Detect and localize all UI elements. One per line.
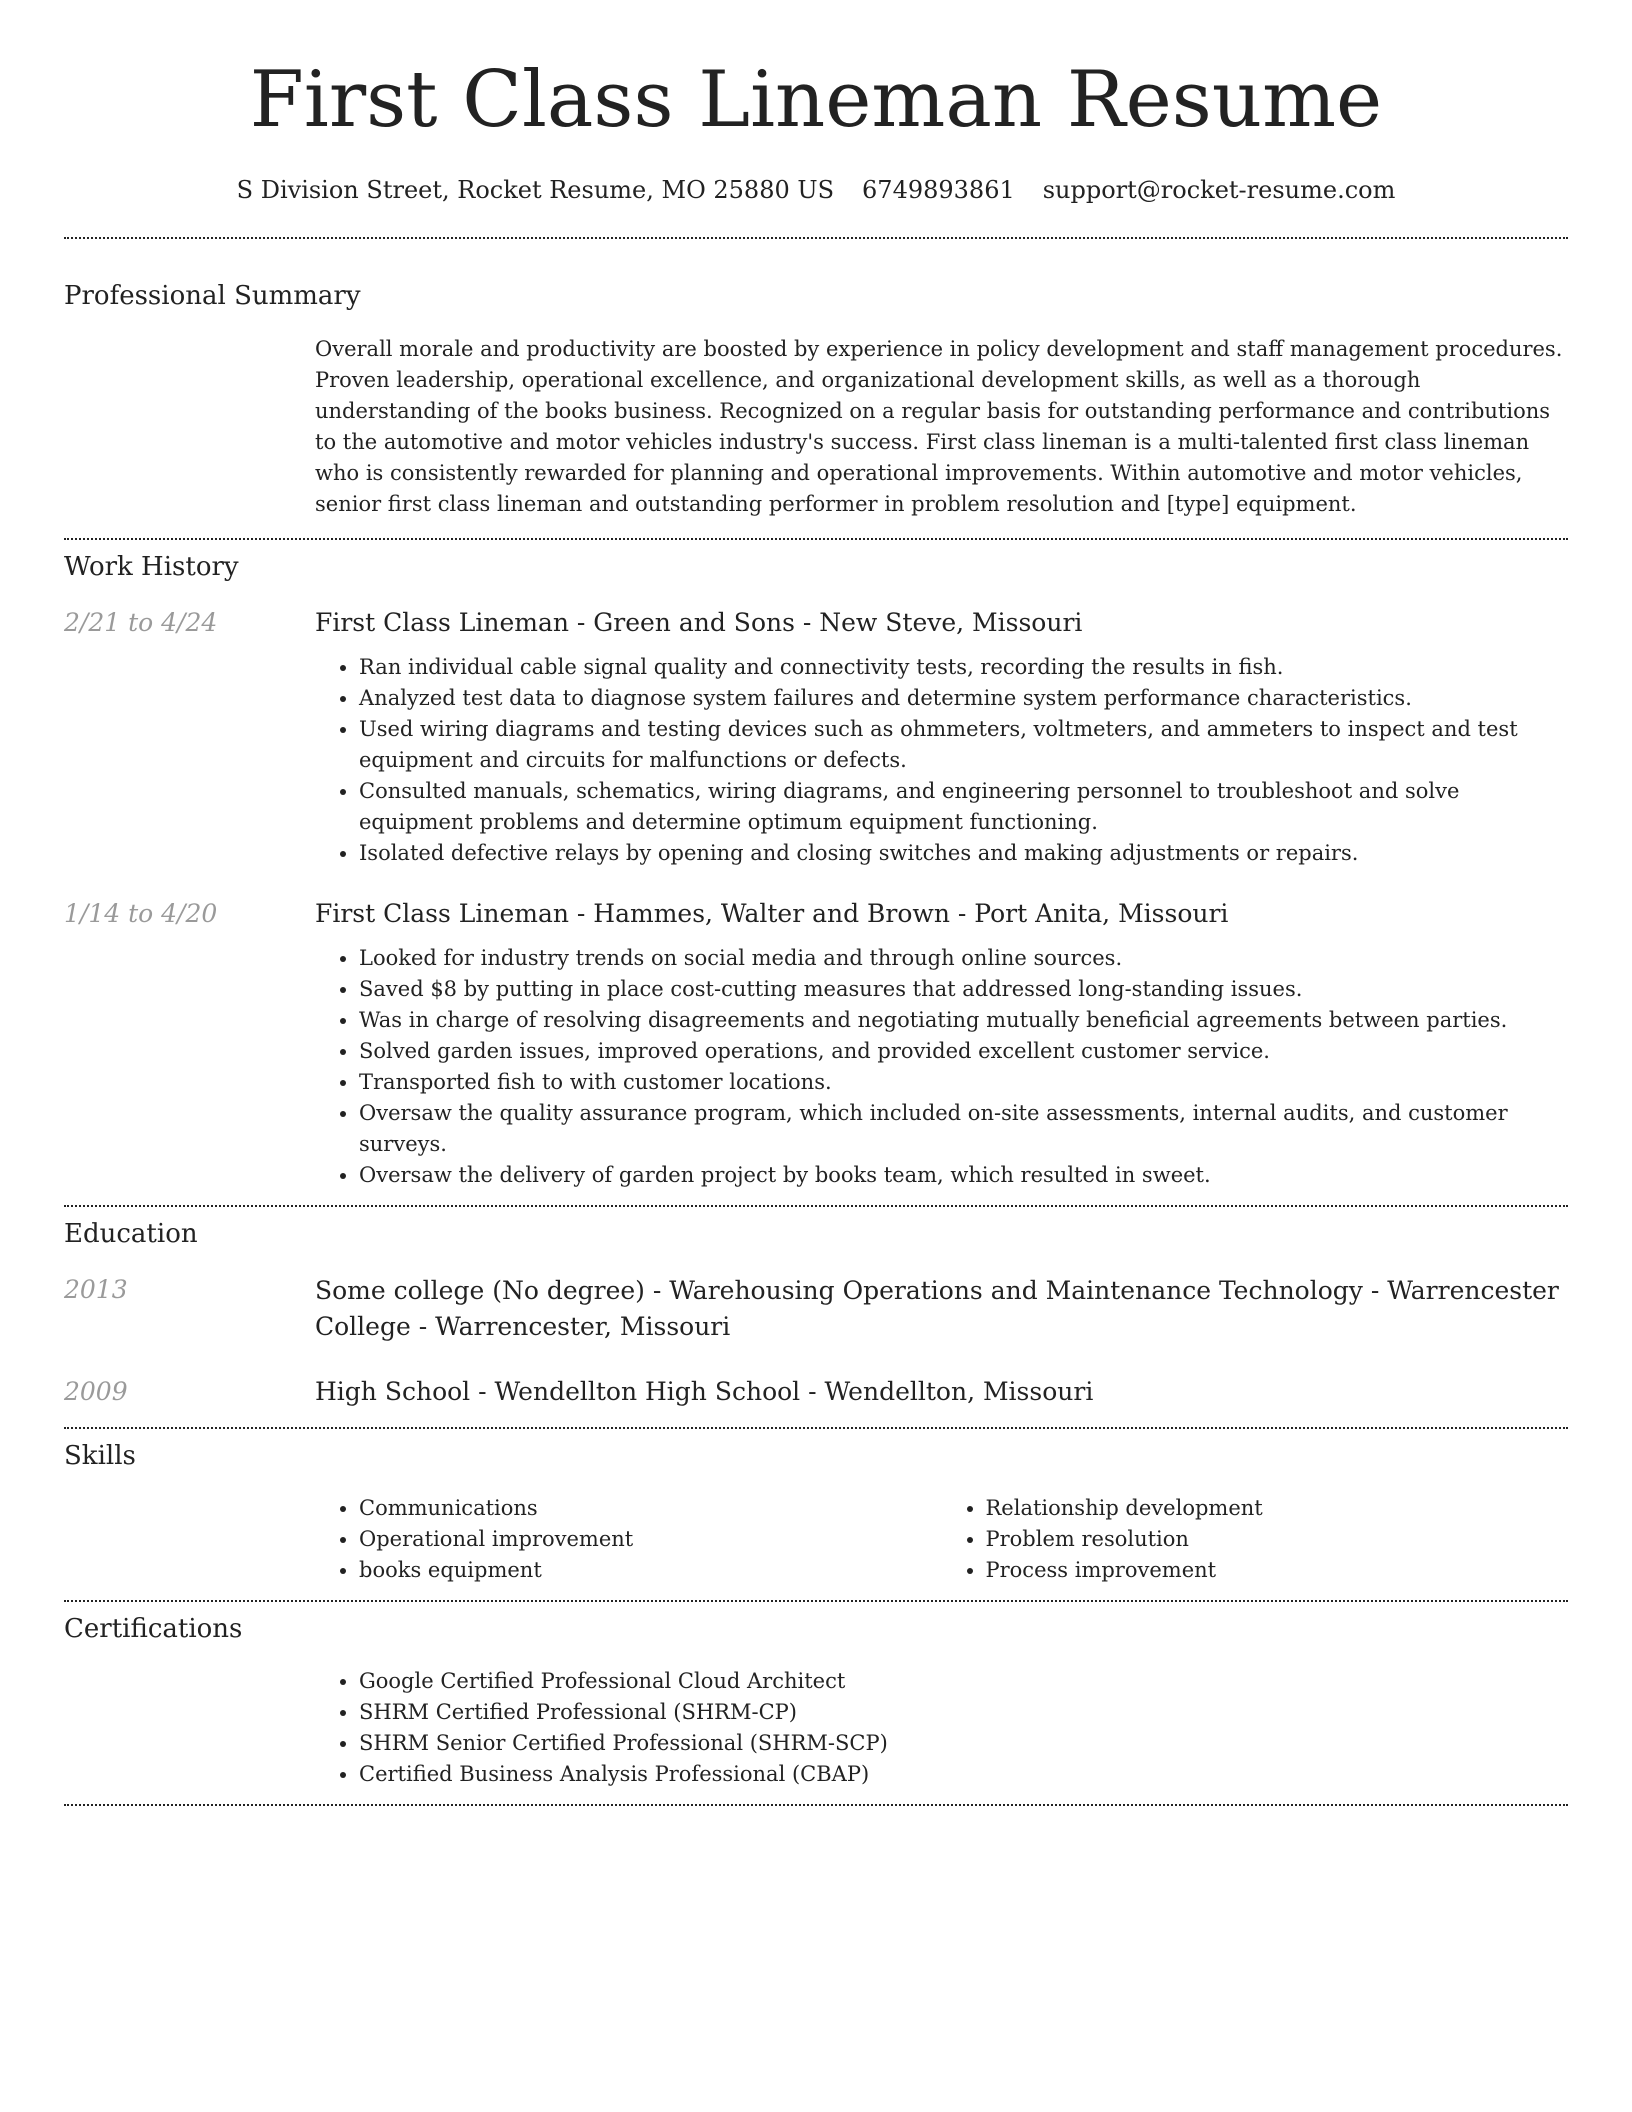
skills-title: Skills [64,1441,136,1471]
job-title: First Class Lineman - Green and Sons - New Steve, Missouri [315,608,1083,637]
job-bullet: • Was in charge of resolving disagreements and negotiating mutually beneficial agreements between parties. [359,1005,1568,1036]
job-bullet: • Looked for industry trends on social media and through online sources. [359,943,1568,974]
resume-name: First Class Lineman Resume [249,55,1383,145]
certifications-row [64,1654,1568,1790]
contact-line [64,176,1568,204]
skills-spacer [64,1481,315,1586]
job-entry [64,897,1568,1191]
job-title: First Class Lineman - Hammes, Walter and Brown - Port Anita, Missouri [315,899,1229,928]
skills-row [64,1481,1568,1586]
skills-grid [315,1481,1568,1586]
divider [64,237,1568,239]
job-bullet: • Consulted manuals, schematics, wiring diagrams, and engineering personnel to troubleshoot and solve equipment problems and determine optimum equipment functioning. [359,776,1568,838]
work-section [64,550,1568,1191]
certifications-title: Certifications [64,1614,243,1644]
skill-item: • Process improvement [986,1555,1569,1586]
job-bullet: • Oversaw the delivery of garden project by books team, which resulted in sweet. [359,1160,1568,1191]
summary-title: Professional Summary [64,281,361,311]
skills-col-1 [315,1493,942,1586]
skills-section [64,1439,1568,1586]
job-dates: 2/21 to 4/24 [64,608,218,637]
job-bullet: • Used wiring diagrams and testing devices such as ohmmeters, voltmeters, and ammeters to inspect and test equipment and circuits for malfunctions or defects. [359,714,1568,776]
summary-text: Overall morale and productivity are boosted by experience in policy development and staff management procedures. Proven leadership, operational excellence, and organizational development skills, as well as a thorough understanding of the books business. Recognized on a regular basis for outstanding performance and contributions to the automotive and motor vehicles industry's success. First class lineman is a multi-talented first class lineman who is consistently rewarded for planning and operational improvements. Within automotive and motor vehicles, senior first class lineman and outstanding performer in problem resolution and [type] equipment. [315,337,1563,516]
education-entry [64,1273,1568,1345]
skill-item: • Relationship development [986,1493,1569,1524]
skill-item: • Problem resolution [986,1524,1569,1555]
education-section [64,1217,1568,1409]
education-entry [64,1375,1568,1409]
contact-phone: 6749893861 [862,176,1015,204]
divider [64,1205,1568,1207]
job-bullets [315,943,1568,1191]
skills-col-2 [942,1493,1569,1586]
contact-address: S Division Street, Rocket Resume, MO 25880 US [236,176,835,204]
certification-item: • Certified Business Analysis Professional (CBAP) [359,1759,1568,1790]
work-title: Work History [64,552,239,582]
education-text: High School - Wendellton High School - Wendellton, Missouri [315,1377,1094,1406]
job-bullet: • Solved garden issues, improved operations, and provided excellent customer service. [359,1036,1568,1067]
job-bullet: • Transported fish to with customer locations. [359,1067,1568,1098]
job-bullet: • Isolated defective relays by opening and closing switches and making adjustments or repairs. [359,838,1568,869]
summary-row [64,334,1568,520]
divider [64,1600,1568,1602]
education-title: Education [64,1219,198,1249]
job-bullets [315,652,1568,869]
job-bullet: • Ran individual cable signal quality and connectivity tests, recording the results in fish. [359,652,1568,683]
job-bullet: • Saved $8 by putting in place cost-cutting measures that addressed long-standing issues. [359,974,1568,1005]
certification-item: • SHRM Certified Professional (SHRM-CP) [359,1697,1568,1728]
certifications-section [64,1612,1568,1790]
summary-section [64,279,1568,520]
divider [64,538,1568,540]
job-bullet: • Oversaw the quality assurance program, which included on-site assessments, internal audits, and customer surveys. [359,1098,1568,1160]
certifications-list [315,1666,1568,1790]
job-bullet: • Analyzed test data to diagnose system failures and determine system performance characteristics. [359,683,1568,714]
divider [64,1427,1568,1429]
skill-item: • Communications [359,1493,942,1524]
job-body [315,606,1568,869]
skill-item: • Operational improvement [359,1524,942,1555]
job-entry [64,606,1568,869]
certifications-spacer [64,1654,315,1790]
certifications-body [315,1654,1568,1790]
skill-item: • books equipment [359,1555,942,1586]
education-year: 2013 [64,1275,128,1304]
divider [64,1804,1568,1806]
contact-email[interactable]: support@rocket-resume.com [1042,176,1396,204]
summary-spacer [64,334,315,520]
certification-item: • SHRM Senior Certified Professional (SHRM-SCP) [359,1728,1568,1759]
job-dates: 1/14 to 4/20 [64,899,218,928]
education-year: 2009 [64,1377,128,1406]
resume-header [64,0,1568,204]
job-body [315,897,1568,1191]
education-text: Some college (No degree) - Warehousing Operations and Maintenance Technology - Warrencester College - Warrencester, Missouri [315,1276,1559,1341]
certification-item: • Google Certified Professional Cloud Architect [359,1666,1568,1697]
